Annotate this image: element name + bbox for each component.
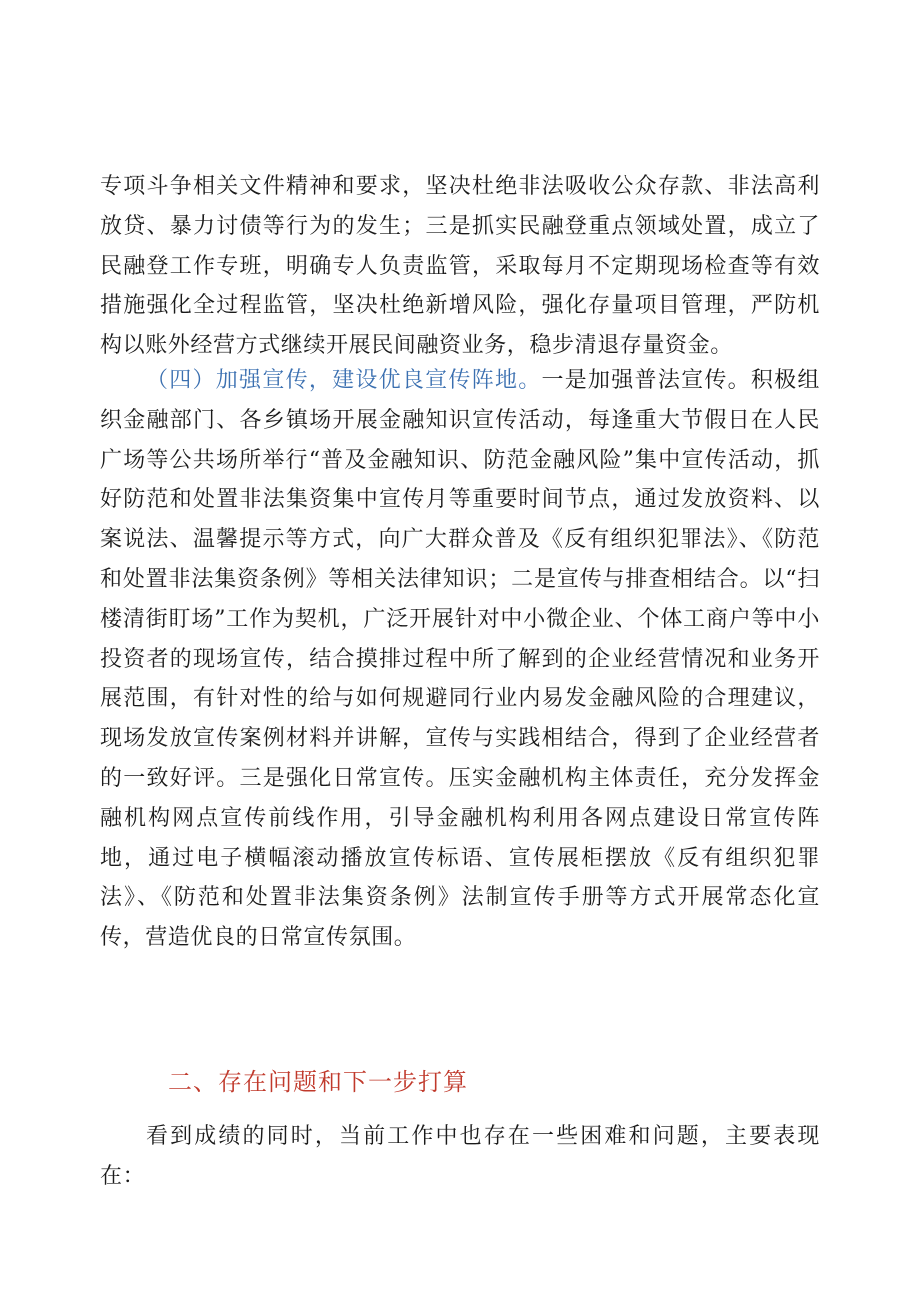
- paragraph-text: 看到成绩的同时，当前工作中也存在一些困难和问题，主要表现在：: [100, 1124, 820, 1189]
- paragraph-text: 专项斗争相关文件精神和要求，坚决杜绝非法吸收公众存款、非法高利放贷、暴力讨债等行为的发生；三是抓实民融登重点领域处置，成立了民融登工作专班，明确专人负责监管，采取每月不定期现场检查等有效措施强化全过程监管，坚决杜绝新增风险，强化存量项目管理，严防机构以账外经营方式继续开展民间融资业务，稳步清退存量资金。: [100, 174, 820, 359]
- paragraph-text: 一是加强普法宣传。积极组织金融部门、各乡镇场开展金融知识宣传活动，每逢重大节假日在人民广场等公共场所举行“普及金融知识、防范金融风险”集中宣传活动，抓好防范和处置非法集资集中宣传月等重要时间节点，通过发放资料、以案说法、温馨提示等方式，向广大群众普及《反有组织犯罪法》、《防范和处置非法集资条例》等相关法律知识；二是宣传与排查相结合。以“扫楼清街盯场”工作为契机，广泛开展针对中小微企业、个体工商户等中小投资者的现场宣传，结合摸排过程中所了解到的企业经营情况和业务开展范围，有针对性的给与如何规避同行业内易发金融风险的合理建议，现场发放宣传案例材料并讲解，宣传与实践相结合，得到了企业经营者的一致好评。三是强化日常宣传。压实金融机构主体责任，充分发挥金融机构网点宣传前线作用，引导金融机构利用各网点建设日常宣传阵地，通过电子横幅滚动播放宣传标语、宣传展柜摆放《反有组织犯罪法》、《防范和处置非法集资条例》法制宣传手册等方式开展常态化宣传，营造优良的日常宣传氛围。: [100, 368, 821, 951]
- paragraph-publicity: [100, 361, 820, 958]
- paragraph-regulation: [100, 167, 820, 366]
- subsection-heading: （四）加强宣传，建设优良宣传阵地。: [146, 368, 542, 393]
- section-heading: 二、存在问题和下一步打算: [168, 1068, 468, 1096]
- paragraph-problems-intro: [100, 1117, 820, 1197]
